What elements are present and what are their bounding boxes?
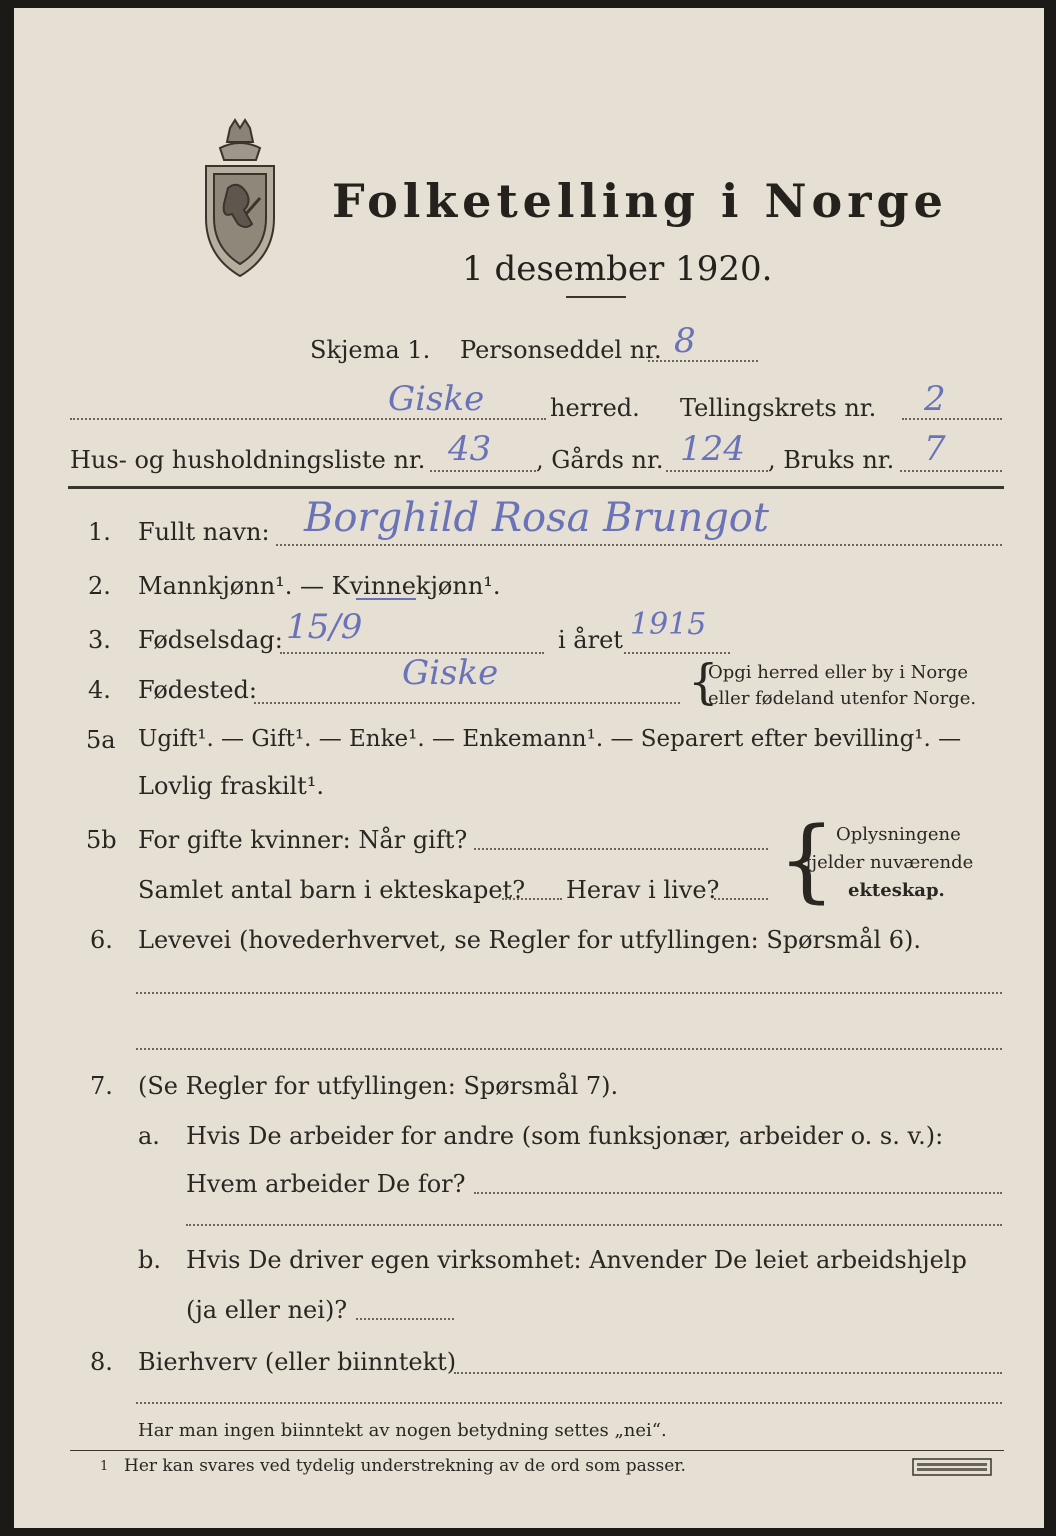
q3-label: Fødselsdag: — [138, 626, 283, 654]
q5b-note-1: Oplysningene — [836, 824, 961, 845]
census-form-page — [14, 8, 1044, 1528]
header-rule — [68, 486, 1004, 489]
q5b-label-2: Samlet antal barn i ekteskapet? — [138, 876, 526, 904]
census-date: 1 desember 1920. — [462, 249, 773, 289]
personseddel-value[interactable]: 8 — [674, 321, 696, 361]
q3-number: 3. — [88, 626, 111, 654]
q5b-note-2: gjelder nuværende — [800, 852, 974, 873]
q5b-label: For gifte kvinner: Når gift? — [138, 826, 468, 854]
q8-label: Bierhverv (eller biinntekt) — [138, 1348, 457, 1376]
q7a-letter: a. — [138, 1122, 160, 1150]
q5a-number: 5a — [86, 726, 116, 754]
skjema-label: Skjema 1. — [310, 336, 431, 364]
q7b-letter: b. — [138, 1246, 161, 1274]
q5b-number: 5b — [86, 826, 117, 854]
q7b-label-2: (ja eller nei)? — [186, 1296, 348, 1324]
q4-note-2: eller fødeland utenfor Norge. — [708, 688, 977, 709]
birthdate-value[interactable]: 15/9 — [286, 607, 363, 647]
q2-label: Mannkjønn¹. — Kvinnekjønn¹. — [138, 572, 501, 600]
husholdning-label: Hus- og husholdningsliste nr. — [70, 446, 426, 474]
printer-stamp-icon — [912, 1458, 992, 1476]
q5a-label: Ugift¹. — Gift¹. — Enke¹. — Enkemann¹. — Separert efter bevilling¹. — — [138, 726, 962, 752]
birthyear-value[interactable]: 1915 — [630, 607, 707, 642]
q4-note-1: Opgi herred eller by i Norge — [708, 662, 969, 683]
footnote-text: Her kan svares ved tydelig understrekning av de ord som passer. — [124, 1456, 686, 1476]
q7a-label: Hvis De arbeider for andre (som funksjonær, arbeider o. s. v.): — [186, 1122, 944, 1150]
norwegian-coat-of-arms-icon — [190, 118, 290, 288]
gards-value[interactable]: 124 — [680, 429, 745, 469]
q7a-label-2: Hvem arbeider De for? — [186, 1170, 466, 1198]
q1-number: 1. — [88, 518, 111, 546]
q7-label: (Se Regler for utfyllingen: Spørsmål 7). — [138, 1072, 619, 1100]
kvinne-underline — [356, 598, 416, 600]
birthplace-value[interactable]: Giske — [402, 653, 499, 693]
q3-year-label: i året — [558, 626, 623, 654]
full-name-value[interactable]: Borghild Rosa Brungot — [304, 495, 769, 541]
q4-brace: { — [688, 654, 719, 710]
tellingskrets-value[interactable]: 2 — [924, 379, 946, 419]
footnote-rule — [70, 1450, 1004, 1451]
q7-number: 7. — [90, 1072, 113, 1100]
gards-label: , Gårds nr. — [536, 446, 664, 474]
tellingskrets-label: Tellingskrets nr. — [680, 394, 877, 422]
herred-label: herred. — [550, 394, 640, 422]
personseddel-label: Personseddel nr. — [460, 336, 662, 364]
q4-label: Fødested: — [138, 676, 257, 704]
footnote-mark: 1 — [100, 1459, 109, 1474]
title-divider — [566, 296, 626, 298]
q6-label: Levevei (hovederhvervet, se Regler for utfyllingen: Spørsmål 6). — [138, 926, 922, 954]
q5b-label-3: Herav i live? — [566, 876, 720, 904]
q6-number: 6. — [90, 926, 113, 954]
q2-number: 2. — [88, 572, 111, 600]
q5b-brace: { — [778, 808, 836, 913]
q4-number: 4. — [88, 676, 111, 704]
husholdning-value[interactable]: 43 — [448, 429, 492, 469]
q7b-label: Hvis De driver egen virksomhet: Anvender De leiet arbeidshjelp — [186, 1246, 967, 1274]
q5a-label-2: Lovlig fraskilt¹. — [138, 772, 325, 800]
herred-value[interactable]: Giske — [388, 379, 485, 419]
form-title: Folketelling i Norge — [332, 174, 948, 228]
q8-note: Har man ingen biinntekt av nogen betydning settes „nei“. — [138, 1420, 667, 1441]
bruks-label: , Bruks nr. — [768, 446, 895, 474]
q1-label: Fullt navn: — [138, 518, 270, 546]
bruks-value[interactable]: 7 — [924, 429, 946, 469]
q5b-note-3: ekteskap. — [848, 880, 945, 901]
q8-number: 8. — [90, 1348, 113, 1376]
